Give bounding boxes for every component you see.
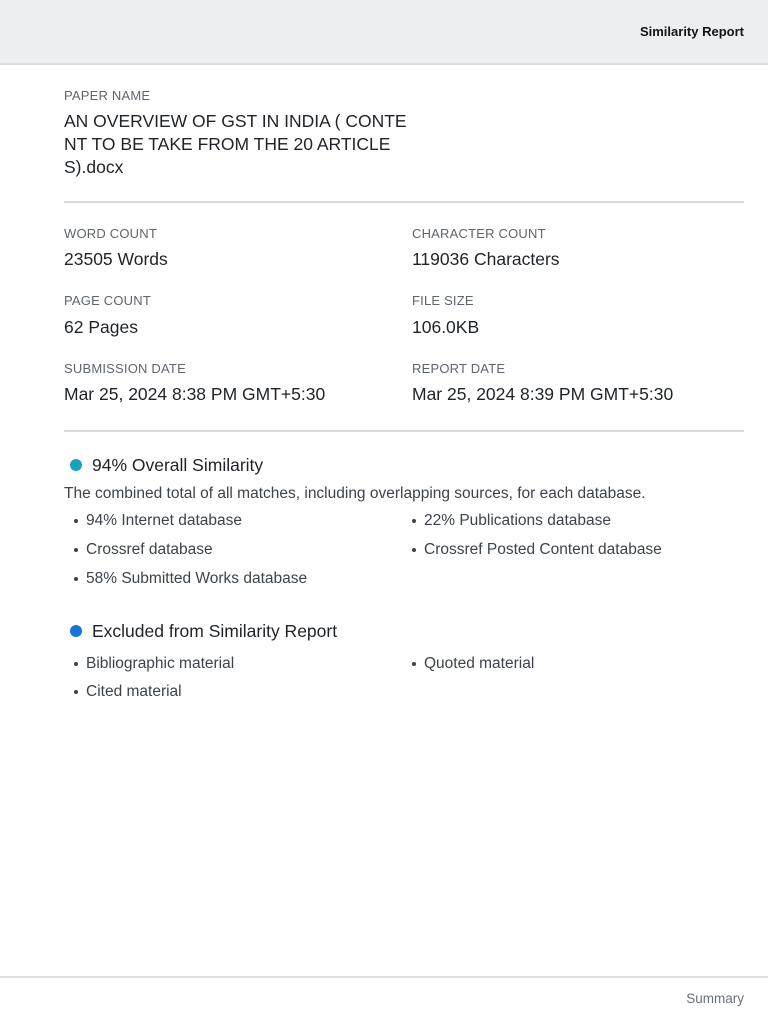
list-item — [74, 512, 242, 530]
similarity-description: The combined total of all matches, including overlapping sources, for each database. — [64, 485, 646, 502]
list-item-label: 58% Submitted Works database — [86, 570, 308, 587]
excluded-dot-icon — [70, 625, 82, 637]
list-item-label: Cited material — [86, 683, 182, 700]
list-item — [412, 541, 662, 559]
list-item — [74, 570, 307, 588]
bullet-icon — [74, 548, 78, 552]
list-item — [412, 512, 611, 530]
list-item — [74, 541, 213, 559]
report-title: Similarity Report — [639, 24, 744, 39]
footer-divider — [0, 976, 768, 978]
list-item-label: Quoted material — [424, 655, 535, 672]
list-item — [74, 655, 234, 673]
similarity-dot-icon — [70, 459, 82, 471]
list-item — [412, 655, 534, 673]
bullet-icon — [412, 548, 416, 552]
report-date-label: REPORT DATE — [412, 361, 506, 376]
submission-date-label: SUBMISSION DATE — [64, 361, 186, 376]
bullet-icon — [412, 662, 416, 666]
bullet-icon — [74, 690, 78, 694]
bullet-icon — [74, 519, 78, 523]
report-date-value: Mar 25, 2024 8:39 PM GMT+5:30 — [412, 384, 674, 404]
paper-name-label: PAPER NAME — [64, 88, 151, 103]
footer-summary-label: Summary — [686, 991, 744, 1006]
page-count-value: 62 Pages — [64, 317, 138, 337]
report-header-bar — [0, 0, 768, 65]
divider — [64, 430, 744, 432]
submission-date-value: Mar 25, 2024 8:38 PM GMT+5:30 — [64, 384, 326, 404]
page-count-label: PAGE COUNT — [64, 293, 151, 308]
overall-similarity-heading — [70, 454, 263, 476]
list-item-label: Crossref Posted Content database — [424, 541, 662, 558]
bullet-icon — [74, 662, 78, 666]
bullet-icon — [74, 577, 78, 581]
list-item-label: 94% Internet database — [86, 512, 242, 529]
file-size-value: 106.0KB — [412, 317, 480, 337]
character-count-label: CHARACTER COUNT — [412, 226, 546, 241]
list-item — [74, 683, 182, 701]
excluded-heading — [70, 620, 337, 642]
word-count-value: 23505 Words — [64, 249, 168, 269]
list-item-label: Crossref database — [86, 541, 213, 558]
word-count-label: WORD COUNT — [64, 226, 157, 241]
divider — [64, 201, 744, 203]
excluded-title: Excluded from Similarity Report — [92, 620, 338, 641]
character-count-value: 119036 Characters — [412, 249, 560, 269]
file-size-label: FILE SIZE — [412, 293, 474, 308]
overall-similarity-title: 94% Overall Similarity — [92, 454, 264, 475]
list-item-label: 22% Publications database — [424, 512, 611, 529]
bullet-icon — [412, 519, 416, 523]
paper-name-value: AN OVERVIEW OF GST IN INDIA ( CONTENT TO BE TAKE FROM THE 20 ARTICLES).docx — [64, 111, 407, 177]
list-item-label: Bibliographic material — [86, 655, 235, 672]
